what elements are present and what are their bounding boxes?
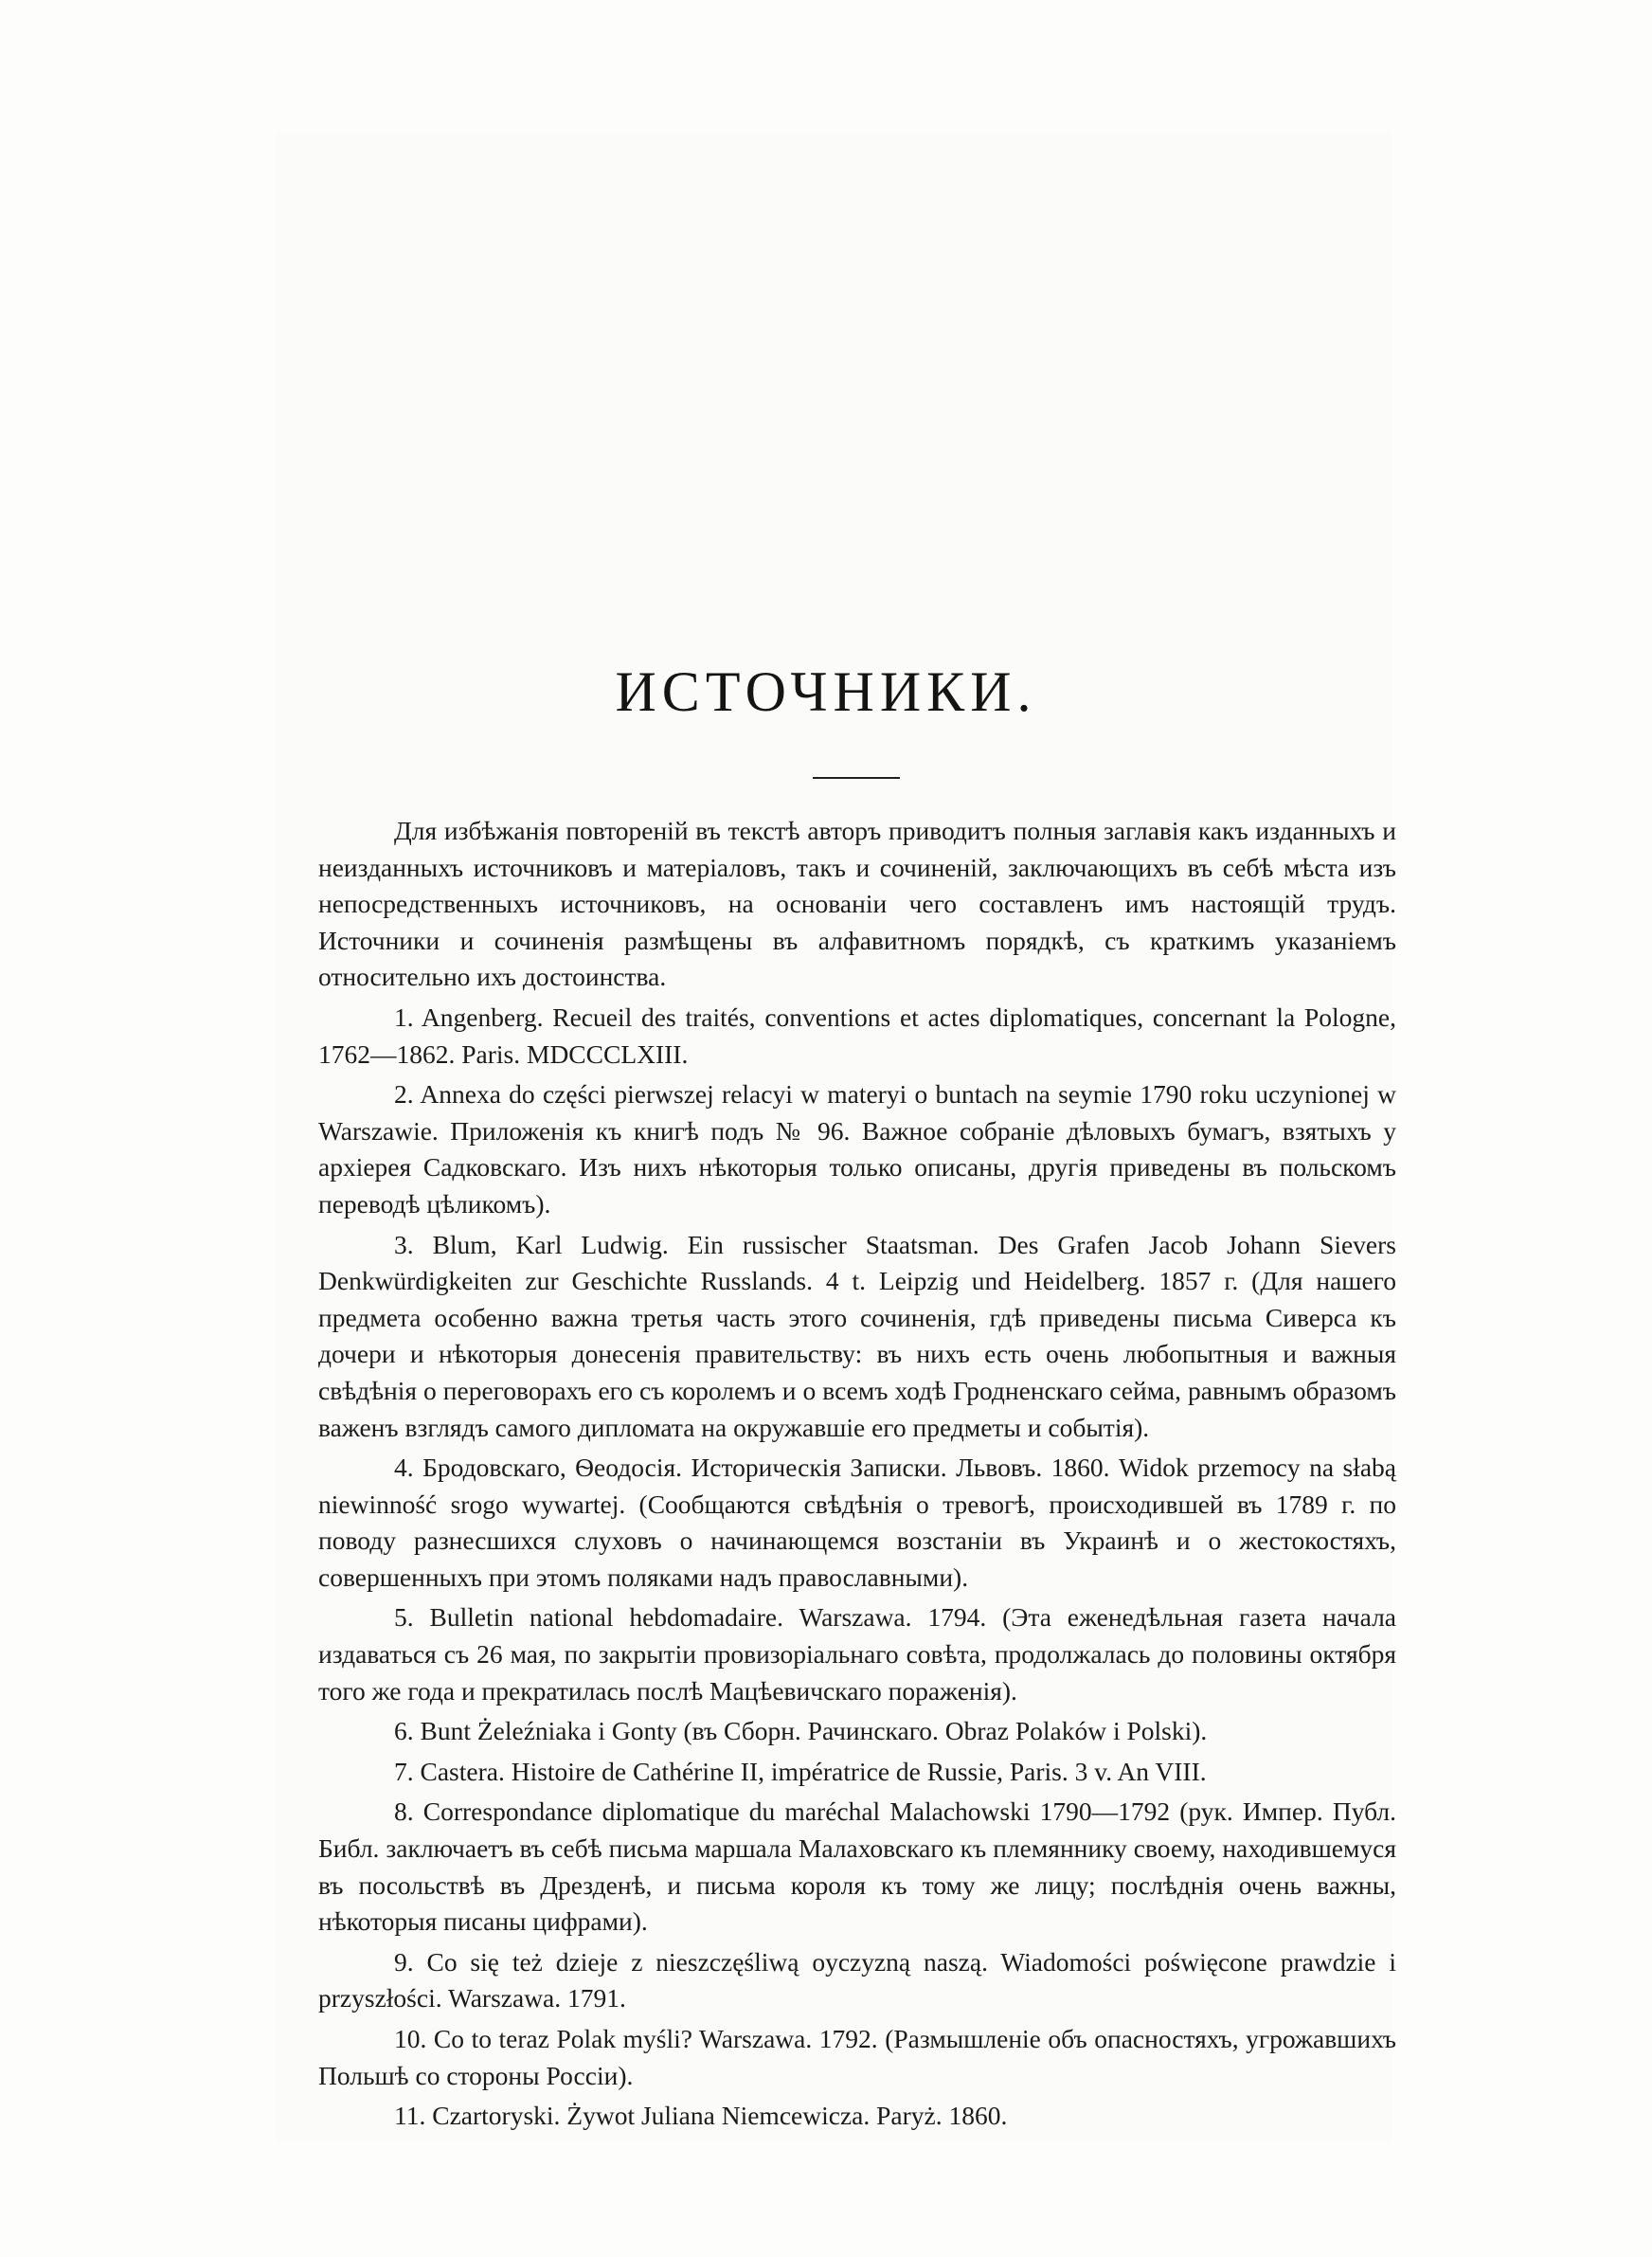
source-entry-5: 5. Bulletin national hebdomadaire. Warszawa. 1794. (Эта еженедѣльная газета начала издаваться съ 26 мая, по закрытіи провизоріальнаго совѣта, продолжалась до половины октября того же года и прекратилась послѣ Мацѣевичскаго пораженія). (318, 1602, 1396, 1706)
source-entry-3: 3. Blum, Karl Ludwig. Ein russischer Staatsman. Des Grafen Jacob Johann Sievers Denkwürdigkeiten zur Geschichte Russlands. 4 t. Leipzig und Heidelberg. 1857 г. (Для нашего предмета особенно важна третья часть этого сочиненія, гдѣ приведены письма Сиверса къ дочери и нѣкоторыя донесенія правительству: въ нихъ есть очень любопытныя и важныя свѣдѣнія о переговорахъ его съ королемъ и о всемъ ходѣ Гродненскаго сейма, равнымъ образомъ важенъ взглядъ самого дипломата на окружавшіе его предметы и событія). (318, 1229, 1396, 1442)
source-entry-7: 7. Castera. Histoire de Cathérine II, impératrice de Russie, Paris. 3 v. An VIII. (394, 1756, 1207, 1786)
source-entry-4: 4. Бродовскаго, Ѳеодосія. Историческія Записки. Львовъ. 1860. Widok przemocy na słabą niewinność srogo wywartej. (Сообщаются свѣдѣнія о тревогѣ, происходившей въ 1789 г. по поводу разнесшихся слуховъ о начинающемся возстаніи въ Украинѣ и о жестокостяхъ, совершенныхъ при этомъ поляками надъ православными). (318, 1453, 1396, 1592)
intro-paragraph: Для избѣжанія повтореній въ текстѣ авторъ приводитъ полныя заглавія какъ изданныхъ и неизданныхъ источниковъ и матеріаловъ, такъ и сочиненій, заключающихъ въ себѣ мѣста изъ непосредственныхъ источниковъ, на основаніи чего составленъ имъ настоящій трудъ. Источники и сочиненія размѣщены въ алфавитномъ порядкѣ, съ краткимъ указаніемъ относительно ихъ достоинства. (318, 816, 1396, 992)
title-rule (813, 777, 900, 779)
document-body (318, 813, 1396, 2135)
source-entry-1: 1. Angenberg. Recueil des traités, conventions et actes diplomatiques, concernant la Pologne, 1762—1862. Paris. MDCCCLXIII. (318, 1002, 1396, 1069)
source-entry-9: 9. Co się też dzieje z nieszczęśliwą oyczyzną naszą. Wiadomości poświęcone prawdzie i przyszłości. Warszawa. 1791. (318, 1946, 1396, 2013)
source-entry-8: 8. Correspondance diplomatique du maréchal Malachowski 1790—1792 (рук. Импер. Публ. Библ. заключаетъ въ себѣ письма маршала Малаховскаго къ племяннику своему, находившемуся въ посольствѣ въ Дрезденѣ, и письма короля къ тому же лицу; послѣднія очень важны, нѣкоторыя писаны цифрами). (318, 1797, 1396, 1937)
source-entry-10: 10. Co to teraz Polak myśli? Warszawa. 1792. (Размышленіе объ опасностяхъ, угрожавшихъ Польшѣ со стороны Россіи). (318, 2024, 1396, 2090)
page-title: ИСТОЧНИКИ. (615, 660, 1037, 723)
source-entry-11: 11. Czartoryski. Żywot Juliana Niemcewicza. Paryż. 1860. (394, 2101, 1008, 2131)
source-entry-2: 2. Annexa do części pierwszej relacyi w materyi o buntach na seymie 1790 roku uczynionej w Warszawie. Приложенія къ книгѣ подъ № 96. Важное собраніе дѣловыхъ бумагъ, взятыхъ у архіерея Садковскаго. Изъ нихъ нѣкоторыя только описаны, другія приведены въ польскомъ переводѣ цѣликомъ). (318, 1079, 1396, 1219)
source-entry-6: 6. Bunt Żeleźniaka i Gonty (въ Сборн. Рачинскаго. Obraz Polaków i Polski). (394, 1716, 1208, 1746)
